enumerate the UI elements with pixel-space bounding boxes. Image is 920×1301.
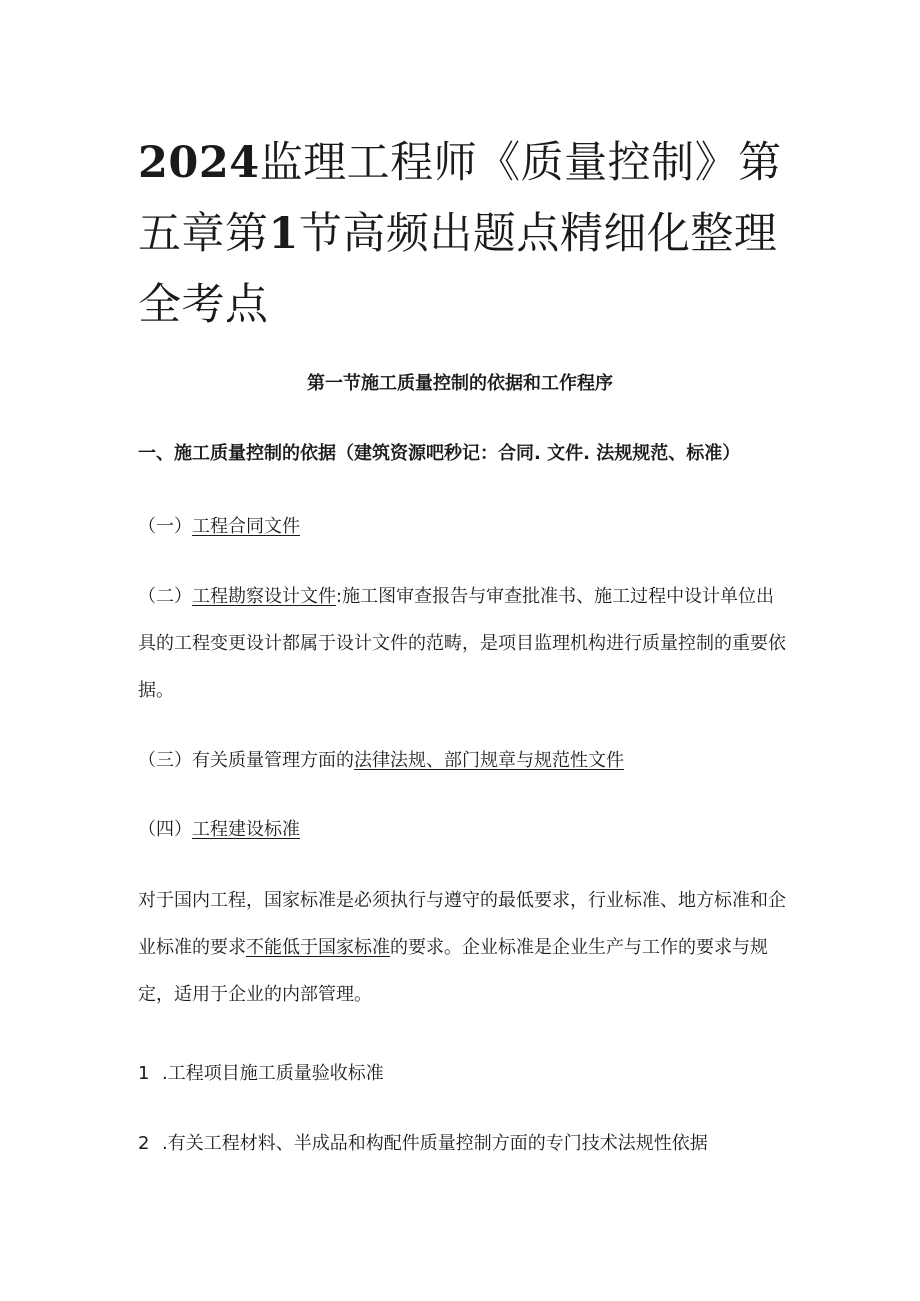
item-prefix: （三）有关质量管理方面的 xyxy=(138,750,354,771)
standards-before: 对于国内工程，国家标准是必须执行与遵守的最低要求，行业标准、地方标准和企业标准的要求 xyxy=(138,890,786,958)
numbered-item-1 xyxy=(138,1050,788,1097)
item-laws-regulations xyxy=(138,737,788,784)
item-contract-documents xyxy=(138,503,788,550)
title-year: 2024 xyxy=(138,138,260,188)
numbered-item-text: .有关工程材料、半成品和构配件质量控制方面的专门技术法规性依据 xyxy=(162,1133,708,1154)
standards-paragraph xyxy=(138,877,788,1018)
title-part1: 监理工程师《质量控制》第五章第 xyxy=(138,138,782,259)
item-underlined: 工程勘察设计文件 xyxy=(192,586,336,607)
numbered-item-number: 1 xyxy=(138,1063,150,1084)
standards-underlined: 不能低于国家标准 xyxy=(246,937,390,958)
item-underlined: 法律法规、部门规章与规范性文件 xyxy=(354,750,624,771)
item-underlined: 工程建设标准 xyxy=(192,819,300,840)
title-number: 1 xyxy=(268,209,299,259)
item-prefix: （二） xyxy=(138,586,192,607)
item-construction-standards xyxy=(138,806,788,853)
heading-construction-quality-basis: 一、施工质量控制的依据（建筑资源吧秒记：合同. 文件. 法规规范、标准） xyxy=(138,443,741,464)
title-part2: 节高频出题点精细化整理全考点 xyxy=(138,209,778,330)
item-prefix: （四） xyxy=(138,819,192,840)
document-title xyxy=(138,128,798,341)
numbered-item-number: 2 xyxy=(138,1133,150,1154)
section-title: 第一节施工质量控制的依据和工作程序 xyxy=(307,373,613,394)
numbered-item-text: .工程项目施工质量验收标准 xyxy=(162,1063,384,1084)
standards-after: 的要求。企业标准是企业生产与工作的要求与规定，适用于企业的内部管理。 xyxy=(138,937,768,1005)
item-rest: :施工图审查报告与审查批准书、施工过程中设计单位出具的工程变更设计都属于设计文件的范畴，是项目监理机构进行质量控制的重要依据。 xyxy=(138,586,786,701)
item-underlined: 工程合同文件 xyxy=(192,516,300,537)
item-design-documents xyxy=(138,573,788,714)
numbered-item-2 xyxy=(138,1120,788,1167)
item-prefix: （一） xyxy=(138,516,192,537)
